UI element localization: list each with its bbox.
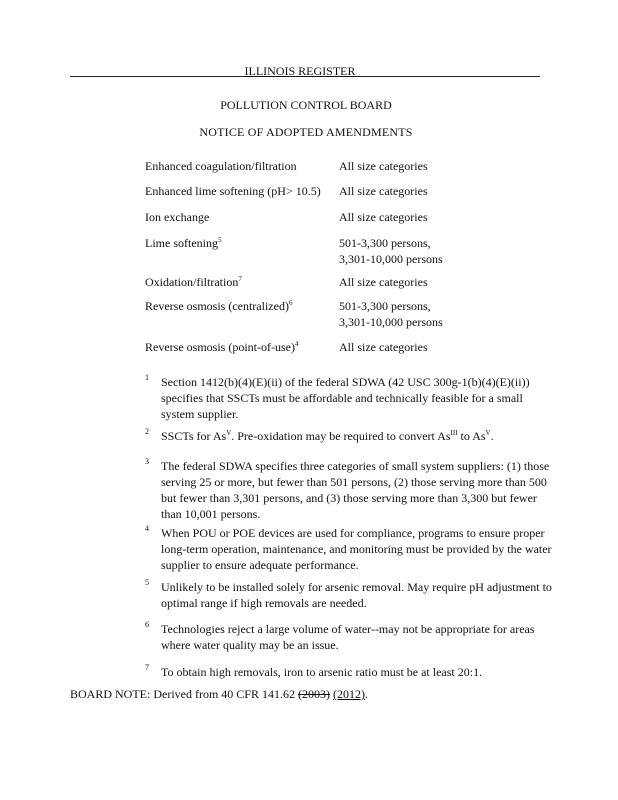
footnote-text: Section 1412(b)(4)(E)(ii) of the federal SDWA (42 USC 300g-1(b)(4)(E)(ii)) specifies that SSCTs must be affordable and technically feasible for a small system supplier. [161, 375, 530, 421]
register-title: ILLINOIS REGISTER [244, 64, 356, 78]
technology-name: Enhanced lime softening (pH> 10.5) [145, 184, 321, 198]
footnote-mark: 6 [145, 620, 149, 629]
technology-name: Reverse osmosis (centralized)$^6$ [145, 299, 293, 313]
technology-capability: All size categories [339, 159, 428, 173]
footnote-mark: 5 [145, 578, 149, 587]
footnote-mark: 7 [145, 663, 149, 672]
notice-title: NOTICE OF ADOPTED AMENDMENTS [199, 125, 413, 139]
technology-name: Reverse osmosis (point-of-use)$^4$ [145, 340, 299, 354]
footnote-text: To obtain high removals, iron to arsenic ratio must be at least 20:1. [161, 665, 483, 679]
technology-capability: All size categories [339, 340, 428, 354]
footnote-text: SSCTs for $As^V$. Pre-oxidation may be required to convert $As^{III}$ to $As^V$. [161, 429, 494, 443]
footnote-mark: 4 [145, 524, 149, 533]
board-title: POLLUTION CONTROL BOARD [220, 98, 392, 112]
footnote-text: When POU or POE devices are used for compliance, programs to ensure proper long-term operation, maintenance, and monitoring must be provided by the water supplier to ensure adequate performance. [161, 526, 552, 572]
footnote-text: Unlikely to be installed solely for arsenic removal. May require pH adjustment to optimal range if high removals are needed. [161, 580, 552, 610]
footnote-mark: 1 [145, 373, 149, 382]
technology-name: Ion exchange [145, 210, 210, 224]
footnote-text: Technologies reject a large volume of water--may not be appropriate for areas where water quality may be an issue. [161, 622, 535, 652]
technology-capability: All size categories [339, 184, 428, 198]
technology-name: Enhanced coagulation/filtration [145, 159, 297, 173]
technology-capability: All size categories [339, 210, 428, 224]
technology-capability: All size categories [339, 275, 428, 289]
footnote-mark: 2 [145, 427, 149, 436]
technology-capability: 501-3,300 persons, 3,301-10,000 persons [339, 299, 443, 329]
technology-name: Lime softening$^5$ [145, 236, 222, 250]
technology-name: Oxidation/filtration$^7$ [145, 275, 242, 289]
footnote-mark: 3 [145, 457, 149, 466]
technology-capability: 501-3,300 persons, 3,301-10,000 persons [339, 236, 443, 266]
board-note: BOARD NOTE: Derived from 40 CFR 141.62 (2003) (2012). [70, 687, 368, 701]
footnote-text: The federal SDWA specifies three categories of small system suppliers: (1) those serving 25 or more, but fewer than 501 persons, (2) those serving more than 500 but fewer than 3,301 persons, and (3) those serving more than 3,300 but fewer than 10,001 persons. [161, 459, 550, 521]
added-year: (2012) [333, 687, 365, 701]
struck-year: (2003) [298, 687, 330, 701]
